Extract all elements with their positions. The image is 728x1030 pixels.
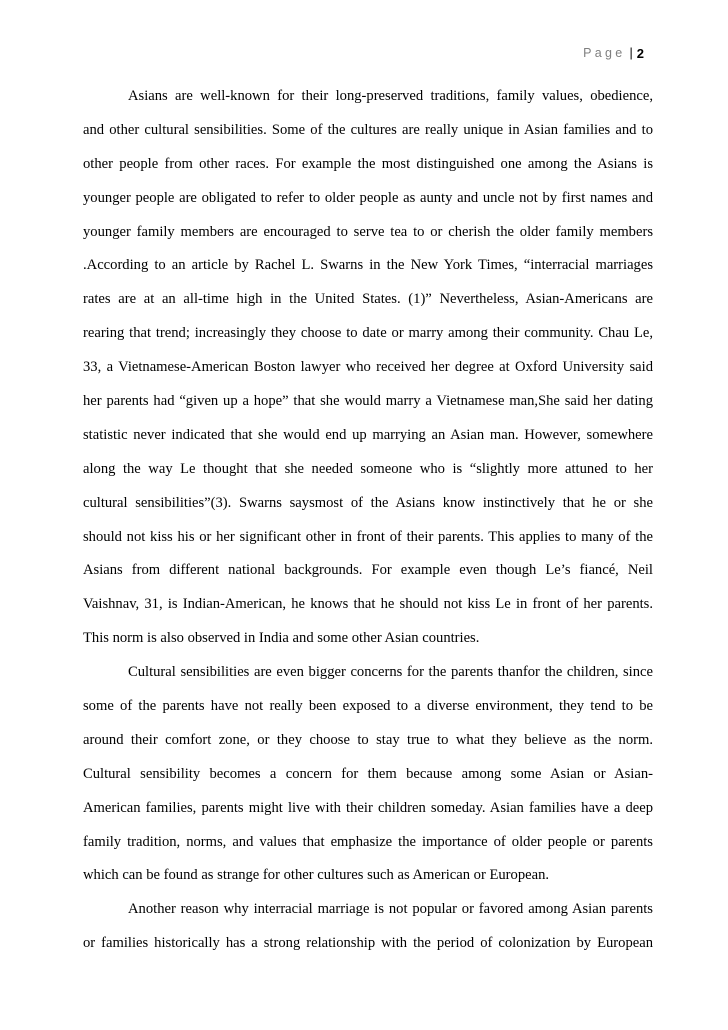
text-line: 33, a Vietnamese-American Boston lawyer who received her degree at Oxford University said: [83, 359, 653, 376]
text-line: around their comfort zone, or they choose to stay true to what they believe as the norm.: [83, 731, 653, 748]
text-line: rates are at an all-time high in the United States. (1)” Nevertheless, Asian-Americans are: [83, 291, 653, 308]
text-line: Asians are well-known for their long-preserved traditions, family values, obedience,: [128, 88, 653, 104]
text-line: statistic never indicated that she would end up marrying an Asian man. However, somewhere: [83, 426, 653, 443]
text-line: family tradition, norms, and values that emphasize the importance of older people or parents: [83, 833, 653, 850]
text-line: along the way Le thought that she needed someone who is “slightly more attuned to her: [83, 460, 653, 477]
text-line: which can be found as strange for other cultures such as American or European.: [83, 867, 550, 884]
text-line: some of the parents have not really been exposed to a diverse environment, they tend to be: [83, 698, 653, 715]
text-line: Cultural sensibility becomes a concern for them because among some Asian or Asian-: [83, 765, 653, 782]
page-label: Page: [583, 46, 626, 60]
text-line: cultural sensibilities”(3). Swarns saysmost of the Asians know instinctively that he or she: [83, 494, 653, 511]
text-line: younger people are obligated to refer to older people as aunty and uncle not by first names and: [83, 189, 653, 206]
document-body: [83, 80, 653, 961]
text-line: her parents had “given up a hope” that she would marry a Vietnamese man,She said her dating: [83, 393, 653, 410]
text-line: should not kiss his or her significant other in front of their parents. This applies to many of the: [83, 528, 653, 545]
text-line: Another reason why interracial marriage is not popular or favored among Asian parents: [128, 901, 653, 918]
text-line: younger family members are encouraged to serve tea to or cherish the older family members: [83, 223, 653, 240]
text-line: rearing that trend; increasingly they choose to date or marry among their community. Chau Le,: [83, 325, 653, 342]
page-number: 2: [636, 45, 644, 61]
text-line: or families historically has a strong relationship with the period of colonization by European: [83, 935, 653, 952]
paragraph: [83, 80, 653, 656]
text-line: .According to an article by Rachel L. Swarns in the New York Times, “interracial marriages: [83, 257, 653, 274]
text-line: This norm is also observed in India and some other Asian countries.: [83, 630, 480, 647]
text-line: Cultural sensibilities are even bigger concerns for the parents thanfor the children, since: [128, 664, 653, 681]
paragraph: [83, 893, 653, 961]
text-line: Asians from different national backgrounds. For example even though Le’s fiancé, Neil: [83, 562, 653, 579]
page-header: [583, 45, 644, 61]
header-separator: |: [629, 46, 633, 60]
text-line: and other cultural sensibilities. Some of the cultures are really unique in Asian families and to: [83, 121, 653, 138]
text-line: Vaishnav, 31, is Indian-American, he knows that he should not kiss Le in front of her parents.: [83, 596, 653, 613]
text-line: other people from other races. For example the most distinguished one among the Asians is: [83, 155, 653, 172]
paragraph: [83, 656, 653, 893]
text-line: American families, parents might live with their children someday. Asian families have a deep: [83, 799, 653, 816]
